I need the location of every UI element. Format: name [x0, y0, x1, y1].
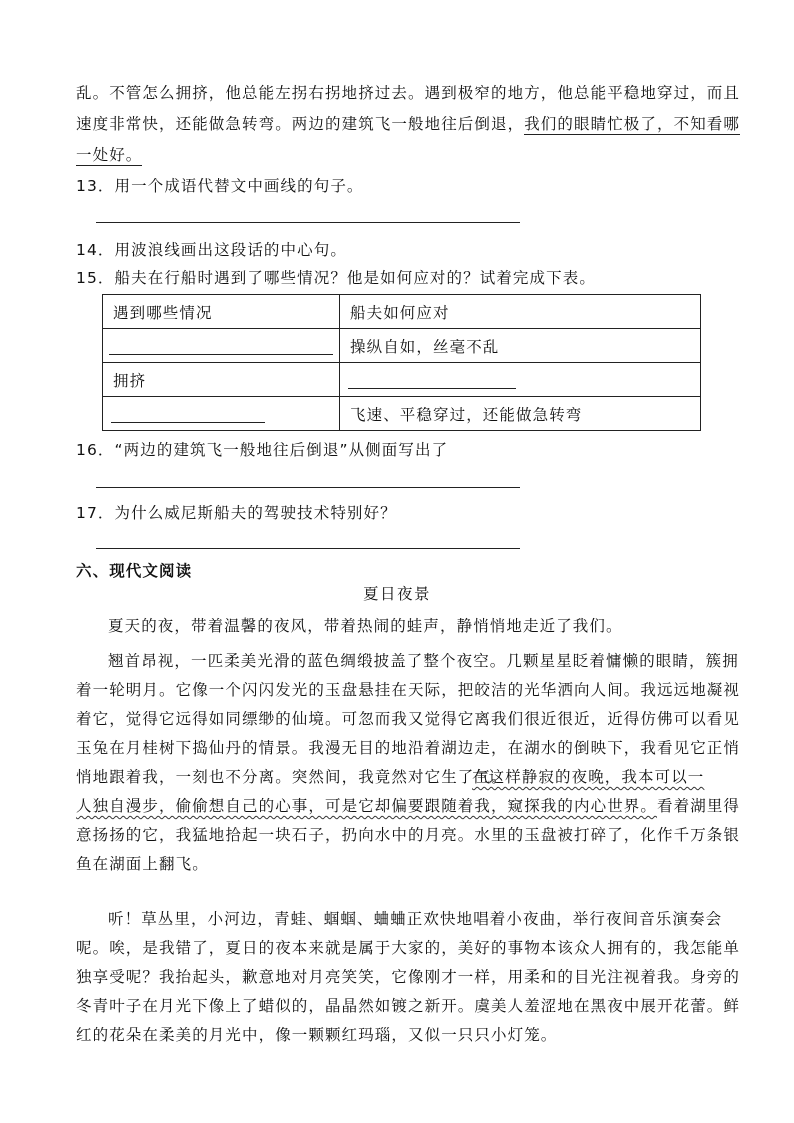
table-cell-crowded: 拥挤 — [103, 363, 340, 397]
essay-p2-line-2: 着一轮明月。它像一个闪闪发光的玉盘悬挂在天际，把皎洁的光华洒向人间。我远远地凝视 — [76, 681, 741, 699]
question-13: 13．用一个成语代替文中画线的句子。 — [76, 177, 364, 195]
essay-title: 夏日夜景 — [362, 585, 431, 603]
table-header-situation: 遇到哪些情况 — [103, 295, 340, 329]
question-16: 16．“两边的建筑飞一般地往后倒退”从侧面写出了 — [76, 441, 449, 459]
essay-p3-line-3: 独享受呢？我抬起头，歉意地对月亮笑笑，它像刚才一样，用柔和的目光注视着我。身旁的 — [76, 968, 741, 986]
table-row — [103, 295, 701, 329]
question-17: 17．为什么威尼斯船夫的驾驶技术特别好？ — [76, 504, 397, 522]
answer-line-13[interactable] — [96, 222, 520, 223]
answer-line-16[interactable] — [96, 487, 520, 488]
essay-p2-line-1: 翘首昂视，一匹柔美光滑的蓝色绸缎披盖了整个夜空。几颗星星眨着慵懒的眼睛，簇拥 — [108, 652, 739, 670]
essay-p2-line-7: 意扬扬的它，我猛地拾起一块石子，扔向水中的月亮。水里的玉盘被打碎了，化作千万条银 — [76, 826, 741, 844]
underlined-sentence-part-1: 我们的眼睛忙极了，不知看哪 — [524, 115, 741, 133]
fill-blank[interactable] — [109, 340, 333, 355]
table-cell-blank[interactable] — [103, 397, 340, 431]
wavy-text: 在这样静寂的夜晚，我本可以一 — [472, 768, 705, 786]
essay-p2-line-3: 着它，觉得它远得如同缥缈的仙境。可忽而我又觉得它离我们很近很近，近得仿佛可以看见 — [76, 710, 741, 728]
section-heading: 六、现代文阅读 — [76, 562, 193, 580]
table-cell-response-1: 操纵自如，丝毫不乱 — [340, 329, 701, 363]
essay-p1: 夏天的夜，带着温馨的夜风，带着热闹的蛙声，静悄悄地走近了我们。 — [108, 617, 623, 635]
essay-p2-line-4: 玉兔在月桂树下捣仙丹的情景。我漫无目的地沿着湖边走，在湖水的倒映下，我看见它正悄 — [76, 739, 741, 757]
essay-p3-line-2: 呢。唉，是我错了，夏日的夜本来就是属于大家的，美好的事物本该众人拥有的，我怎能单 — [76, 939, 741, 957]
table-cell-blank[interactable] — [340, 363, 701, 397]
fill-blank[interactable] — [111, 408, 265, 423]
essay-p2-line-6-tail: 看着湖里得 — [657, 797, 741, 815]
passage-line-1: 乱。不管怎么拥挤，他总能左拐右拐地挤过去。遇到极窄的地方，他总能平稳地穿过，而且 — [76, 84, 741, 102]
passage-line-3 — [76, 144, 726, 166]
fill-blank[interactable] — [348, 374, 516, 389]
essay-p3-line-1: 听！草丛里，小河边，青蛙、蝈蝈、蛐蛐正欢快地唱着小夜曲，举行夜间音乐演奏会 — [108, 910, 723, 928]
table-row — [103, 363, 701, 397]
passage-line-2-text: 速度非常快，还能做急转弯。两边的建筑飞一般地往后倒退， — [76, 115, 525, 133]
essay-p3-line-5: 红的花朵在柔美的月光中，像一颗颗红玛瑙，又似一只只小灯笼。 — [76, 1026, 558, 1044]
underlined-sentence-part-2: 一处好。 — [76, 146, 143, 164]
table-cell-blank[interactable] — [103, 329, 340, 363]
wavy-sentence-part-1 — [472, 766, 726, 788]
table-row — [103, 329, 701, 363]
wavy-text: 人独自漫步，偷偷想自己的心事，可是它却偏要跟随着我，窥探我的内心世界。 — [76, 797, 658, 815]
passage-line-2 — [76, 113, 741, 135]
essay-p2-line-6 — [76, 795, 741, 817]
table-cell-response-3: 飞速、平稳穿过，还能做急转弯 — [340, 397, 701, 431]
answer-table — [102, 294, 701, 431]
question-14: 14．用波浪线画出这段话的中心句。 — [76, 241, 347, 259]
answer-line-17[interactable] — [96, 548, 520, 549]
essay-p3-line-4: 冬青叶子在月光下像上了蜡似的，晶晶然如镀之新开。虞美人羞涩地在黑夜中展开花蕾。鲜 — [76, 997, 741, 1015]
question-15: 15．船夫在行船时遇到了哪些情况？他是如何应对的？试着完成下表。 — [76, 269, 596, 287]
essay-p2-line-8: 鱼在湖面上翻飞。 — [76, 855, 209, 873]
essay-p2-line-5: 悄地跟着我，一刻也不分离。突然间，我竟然对它生了气。 — [76, 768, 508, 786]
table-header-response: 船夫如何应对 — [340, 295, 701, 329]
table-row — [103, 397, 701, 431]
